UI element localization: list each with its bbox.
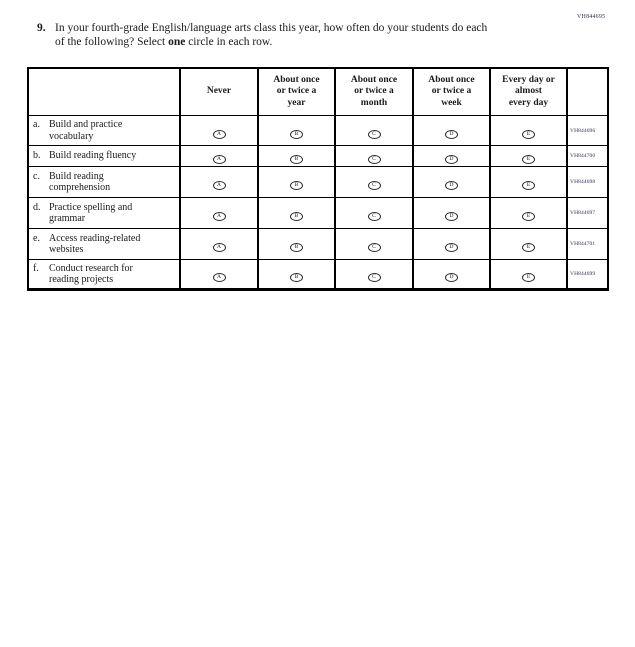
option-bubble-every-day[interactable]: E: [522, 130, 535, 139]
option-bubble-never[interactable]: A: [213, 273, 226, 282]
answer-cell-year: [258, 167, 335, 198]
option-bubble-month[interactable]: C: [368, 181, 381, 190]
row-label: Conduct research for reading projects: [49, 262, 133, 285]
answer-cell-every-day: [490, 229, 567, 260]
question-block: [37, 21, 493, 50]
row-letter: f.: [33, 262, 39, 274]
table-row-f: [28, 260, 608, 290]
row-label-cell: [28, 260, 180, 290]
answer-cell-every-day: [490, 116, 567, 146]
row-letter: c.: [33, 170, 40, 182]
option-bubble-week[interactable]: D: [445, 243, 458, 252]
option-bubble-every-day[interactable]: E: [522, 212, 535, 221]
option-bubble-never[interactable]: A: [213, 130, 226, 139]
option-bubble-never[interactable]: A: [213, 243, 226, 252]
row-label-cell: [28, 146, 180, 167]
row-label: Build reading comprehension: [49, 170, 111, 193]
table-row-d: [28, 198, 608, 229]
col-header-once-twice-month: About once or twice a month: [335, 68, 413, 116]
row-label-cell: [28, 229, 180, 260]
option-bubble-every-day[interactable]: E: [522, 155, 535, 164]
question-number: 9.: [37, 22, 46, 34]
answer-cell-month: [335, 116, 413, 146]
answer-cell-never: [180, 167, 258, 198]
row-label-cell: [28, 167, 180, 198]
col-header-once-twice-week: About once or twice a week: [413, 68, 490, 116]
row-item-code: VH844699: [567, 260, 608, 290]
option-bubble-every-day[interactable]: E: [522, 181, 535, 190]
option-bubble-month[interactable]: C: [368, 155, 381, 164]
question-bold-word: one: [168, 36, 186, 49]
answer-cell-month: [335, 229, 413, 260]
answer-cell-month: [335, 198, 413, 229]
row-letter: e.: [33, 232, 40, 244]
option-bubble-year[interactable]: B: [290, 273, 303, 282]
question-text-before: In your fourth-grade English/language arts class this year, how often do your students do each of the following? Select: [55, 22, 488, 49]
answer-cell-never: [180, 146, 258, 167]
col-header-empty: [28, 68, 180, 116]
answer-cell-month: [335, 167, 413, 198]
col-header-never: Never: [180, 68, 258, 116]
answer-cell-year: [258, 229, 335, 260]
answer-cell-year: [258, 116, 335, 146]
table-row-e: [28, 229, 608, 260]
answer-cell-every-day: [490, 198, 567, 229]
row-label: Build reading fluency: [49, 150, 137, 162]
option-bubble-never[interactable]: A: [213, 181, 226, 190]
row-item-code: VH844700: [567, 146, 608, 167]
option-bubble-never[interactable]: A: [213, 155, 226, 164]
answer-cell-never: [180, 260, 258, 290]
header-row: [28, 68, 608, 116]
option-bubble-year[interactable]: B: [290, 243, 303, 252]
col-header-code: [567, 68, 608, 116]
option-bubble-month[interactable]: C: [368, 130, 381, 139]
option-bubble-week[interactable]: D: [445, 130, 458, 139]
option-bubble-year[interactable]: B: [290, 130, 303, 139]
answer-cell-never: [180, 229, 258, 260]
table-row-b: [28, 146, 608, 167]
answer-cell-never: [180, 116, 258, 146]
option-bubble-month[interactable]: C: [368, 243, 381, 252]
response-matrix-table: [27, 67, 609, 291]
option-bubble-month[interactable]: C: [368, 212, 381, 221]
row-label: Access reading-related websites: [49, 232, 141, 255]
row-label: Practice spelling and grammar: [49, 201, 133, 224]
answer-cell-week: [413, 146, 490, 167]
option-bubble-month[interactable]: C: [368, 273, 381, 282]
answer-cell-every-day: [490, 167, 567, 198]
row-letter: a.: [33, 119, 40, 131]
table-row-a: [28, 116, 608, 146]
row-letter: b.: [33, 150, 41, 162]
form-code: VH844695: [577, 14, 606, 20]
col-header-every-day: Every day or almost every day: [490, 68, 567, 116]
row-letter: d.: [33, 201, 41, 213]
row-item-code: VH844697: [567, 198, 608, 229]
row-item-code: VH844696: [567, 116, 608, 146]
option-bubble-week[interactable]: D: [445, 273, 458, 282]
option-bubble-week[interactable]: D: [445, 181, 458, 190]
answer-cell-month: [335, 146, 413, 167]
answer-cell-never: [180, 198, 258, 229]
answer-cell-year: [258, 146, 335, 167]
option-bubble-year[interactable]: B: [290, 212, 303, 221]
option-bubble-year[interactable]: B: [290, 181, 303, 190]
option-bubble-year[interactable]: B: [290, 155, 303, 164]
answer-cell-every-day: [490, 146, 567, 167]
option-bubble-week[interactable]: D: [445, 155, 458, 164]
option-bubble-every-day[interactable]: E: [522, 243, 535, 252]
answer-cell-week: [413, 167, 490, 198]
col-header-once-twice-year: About once or twice a year: [258, 68, 335, 116]
row-item-code: VH844698: [567, 167, 608, 198]
answer-cell-week: [413, 260, 490, 290]
row-label: Build and practice vocabulary: [49, 119, 123, 142]
question-text: [55, 21, 493, 50]
answer-cell-every-day: [490, 260, 567, 290]
row-item-code: VH844701: [567, 229, 608, 260]
option-bubble-week[interactable]: D: [445, 212, 458, 221]
answer-cell-week: [413, 198, 490, 229]
table-row-c: [28, 167, 608, 198]
option-bubble-never[interactable]: A: [213, 212, 226, 221]
answer-cell-week: [413, 116, 490, 146]
answer-cell-year: [258, 260, 335, 290]
option-bubble-every-day[interactable]: E: [522, 273, 535, 282]
answer-cell-year: [258, 198, 335, 229]
answer-cell-month: [335, 260, 413, 290]
question-text-after: circle in each row.: [185, 36, 273, 49]
row-label-cell: [28, 116, 180, 146]
answer-cell-week: [413, 229, 490, 260]
row-label-cell: [28, 198, 180, 229]
